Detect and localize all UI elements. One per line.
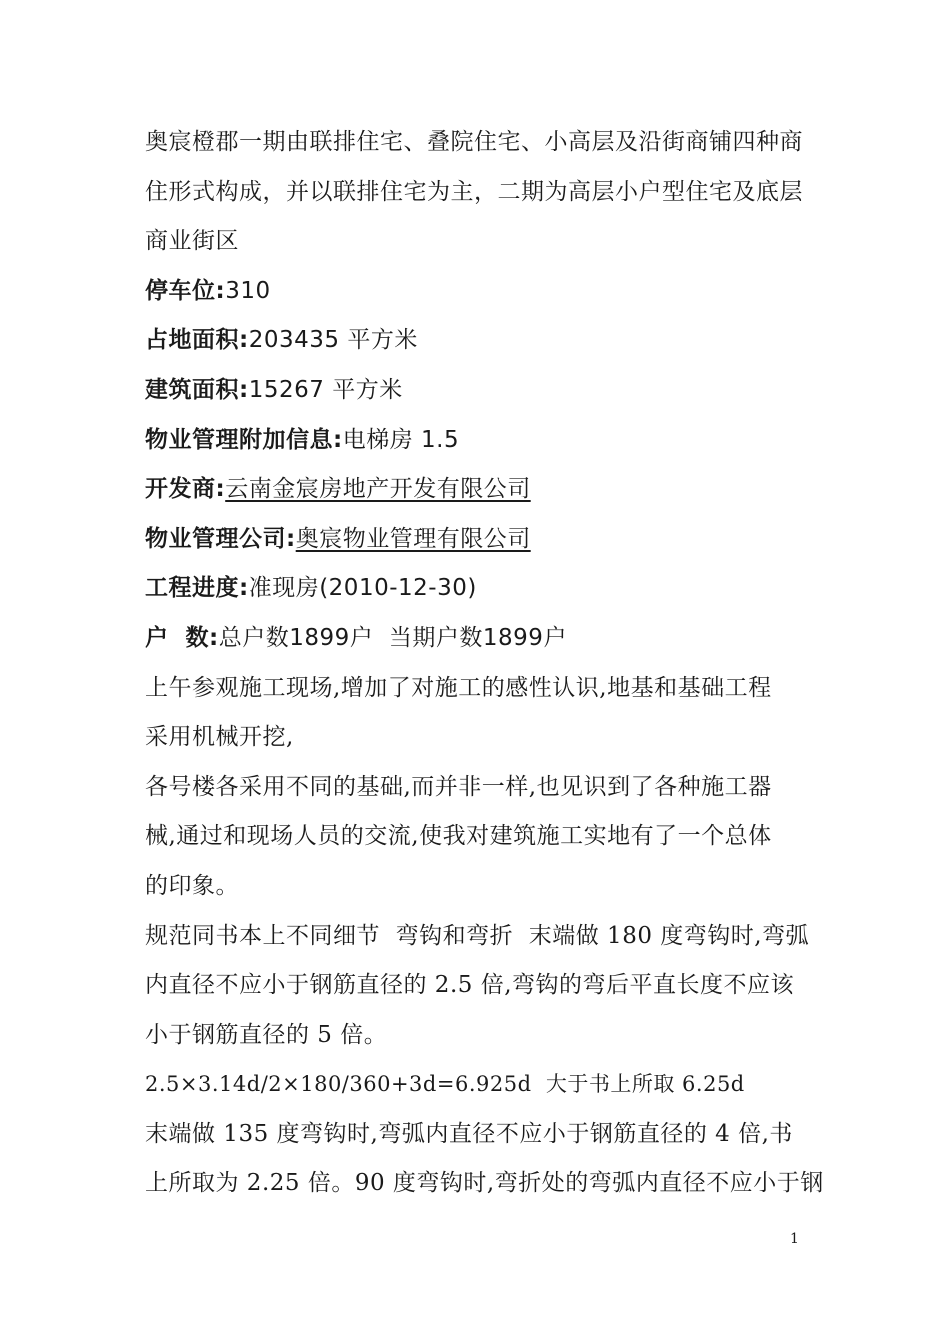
land-area-unit: 平方米 bbox=[347, 327, 418, 354]
body-line-2: 采用机械开挖, bbox=[145, 724, 294, 751]
developer-label: 开发商: bbox=[145, 476, 226, 503]
households-row bbox=[145, 614, 815, 664]
body-line-10: 末端做 135 度弯钩时,弯弧内直径不应小于钢筋直径的 4 倍,书 bbox=[145, 1120, 793, 1147]
land-area-value: 203435 bbox=[248, 327, 340, 354]
households-total-text: 总户数 bbox=[218, 624, 290, 651]
property-company-link[interactable]: 奥宸物业管理有限公司 bbox=[295, 525, 531, 552]
body-line-8: 小于钢筋直径的 5 倍。 bbox=[145, 1021, 388, 1048]
households-current-unit: 户 bbox=[543, 624, 567, 651]
land-area-row bbox=[145, 316, 815, 366]
progress-date: (2010-12-30) bbox=[319, 575, 477, 602]
formula-line: 2.5×3.14d/2×180/360+3d=6.925d 大于书上所取 6.25d bbox=[145, 1072, 745, 1097]
document-page bbox=[145, 118, 824, 1209]
progress-row bbox=[145, 564, 815, 614]
land-area-label: 占地面积: bbox=[145, 327, 249, 354]
body-line-1: 上午参观施工现场,增加了对施工的感性认识,地基和基础工程 bbox=[145, 674, 772, 701]
parking-row bbox=[145, 267, 815, 317]
property-company-label: 物业管理公司: bbox=[145, 525, 296, 552]
intro-line-1: 奥宸橙郡一期由联排住宅、叠院住宅、小高层及沿街商铺四种商 bbox=[145, 129, 803, 155]
households-label: 户 数: bbox=[145, 624, 219, 651]
body-line-6: 规范同书本上不同细节 弯钩和弯折 末端做 180 度弯钩时,弯弧 bbox=[145, 922, 810, 949]
parking-value: 310 bbox=[225, 277, 271, 304]
developer-link[interactable]: 云南金宸房地产开发有限公司 bbox=[225, 476, 531, 503]
property-extra-label: 物业管理附加信息: bbox=[145, 426, 343, 453]
body-line-4: 械,通过和现场人员的交流,使我对建筑施工实地有了一个总体 bbox=[145, 823, 772, 850]
body-line-7: 内直径不应小于钢筋直径的 2.5 倍,弯钩的弯后平直长度不应该 bbox=[145, 972, 795, 999]
intro-line-2: 住形式构成，并以联排住宅为主，二期为高层小户型住宅及底层 bbox=[145, 178, 803, 205]
progress-text: 准现房 bbox=[248, 575, 320, 602]
households-unit: 户 bbox=[349, 624, 374, 651]
building-area-unit: 平方米 bbox=[332, 376, 403, 403]
households-total-value: 1899 bbox=[289, 624, 350, 651]
property-company-row bbox=[145, 515, 815, 565]
building-area-value: 15267 bbox=[248, 376, 325, 403]
page-number: 1 bbox=[790, 1231, 799, 1247]
parking-label: 停车位: bbox=[145, 277, 226, 304]
property-extra-row bbox=[145, 416, 815, 466]
building-area-row bbox=[145, 366, 815, 416]
progress-label: 工程进度: bbox=[145, 575, 249, 602]
body-line-3: 各号楼各采用不同的基础,而并非一样,也见识到了各种施工器 bbox=[145, 773, 772, 800]
developer-row bbox=[145, 465, 815, 515]
intro-line-3: 商业街区 bbox=[145, 228, 239, 255]
households-current-text: 当期户数 bbox=[388, 624, 483, 651]
building-area-label: 建筑面积: bbox=[145, 376, 249, 403]
property-extra-value: 1.5 bbox=[421, 426, 460, 453]
households-current-value: 1899 bbox=[482, 624, 544, 651]
body-line-11: 上所取为 2.25 倍。90 度弯钩时,弯折处的弯弧内直径不应小于钢 bbox=[145, 1170, 824, 1197]
body-line-5: 的印象。 bbox=[145, 872, 239, 899]
property-extra-text: 电梯房 bbox=[342, 426, 414, 453]
